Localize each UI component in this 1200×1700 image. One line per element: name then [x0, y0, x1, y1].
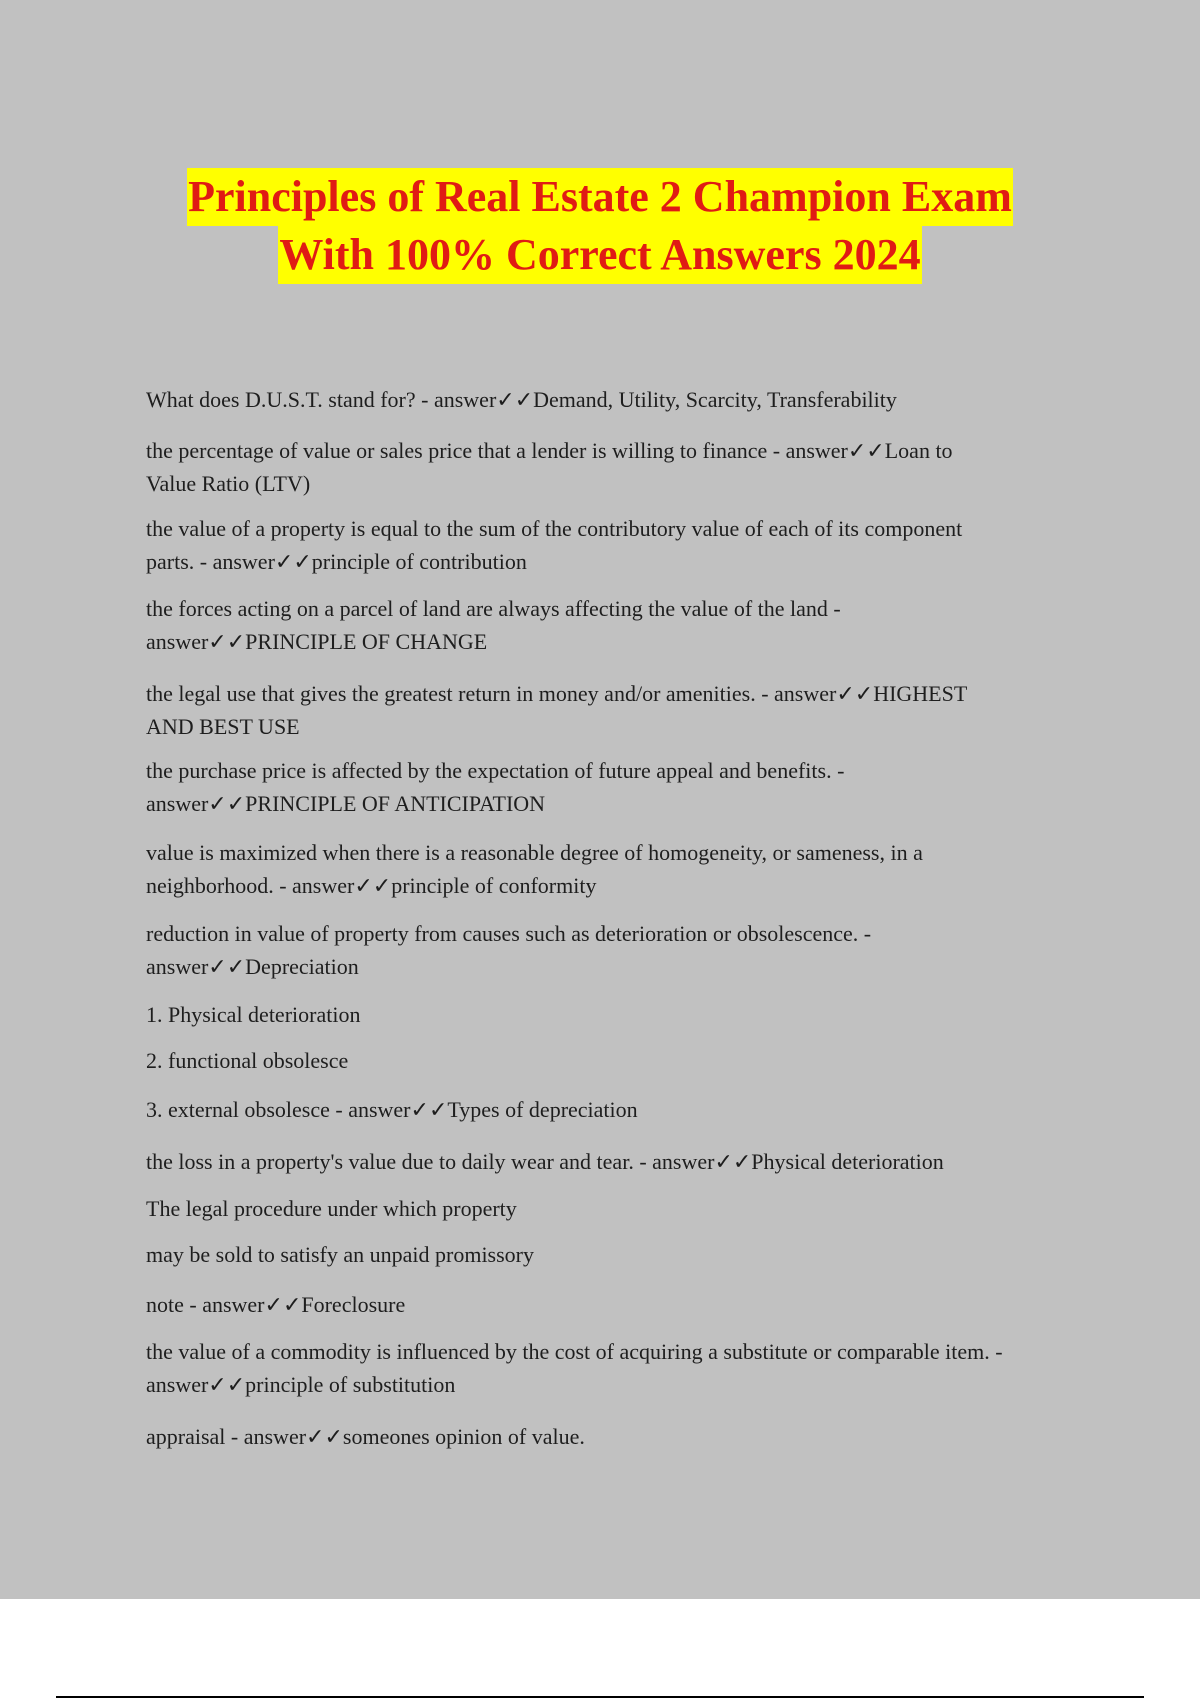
entry-line: the percentage of value or sales price that a lender is willing to finance - answer✓✓Loan to [146, 438, 953, 463]
qa-entry [146, 1420, 1096, 1453]
entry-line: 1. Physical deterioration [146, 1002, 361, 1027]
title-line-1: Principles of Real Estate 2 Champion Exam [187, 168, 1013, 226]
entry-line: the purchase price is affected by the expectation of future appeal and benefits. - [146, 758, 845, 783]
qa-entry [146, 1288, 1096, 1321]
entry-line: the legal use that gives the greatest return in money and/or amenities. - answer✓✓HIGHEST [146, 681, 968, 706]
qa-entry [146, 1192, 1096, 1225]
entry-line: The legal procedure under which property [146, 1196, 517, 1221]
entry-line: note - answer✓✓Foreclosure [146, 1292, 406, 1317]
entry-line: the value of a commodity is influenced by the cost of acquiring a substitute or comparable item. - [146, 1339, 1003, 1364]
entry-line: neighborhood. - answer✓✓principle of conformity [146, 873, 597, 898]
entry-line: answer✓✓PRINCIPLE OF CHANGE [146, 629, 488, 654]
document-title [0, 168, 1200, 284]
entry-line: answer✓✓Depreciation [146, 954, 359, 979]
qa-entry [146, 512, 1096, 578]
entry-line: answer✓✓PRINCIPLE OF ANTICIPATION [146, 791, 546, 816]
entry-line: Value Ratio (LTV) [146, 471, 311, 496]
qa-entry [146, 754, 1096, 820]
entry-line: 2. functional obsolesce [146, 1048, 349, 1073]
qa-entry [146, 836, 1096, 902]
qa-entry [146, 677, 1096, 743]
entry-line: reduction in value of property from causes such as deterioration or obsolescence. - [146, 921, 872, 946]
qa-entry [146, 1145, 1096, 1178]
qa-entry [146, 1238, 1096, 1271]
qa-entry [146, 998, 1096, 1031]
title-line-2: With 100% Correct Answers 2024 [278, 226, 921, 284]
qa-entry [146, 1335, 1096, 1401]
qa-entry [146, 917, 1096, 983]
entry-line: may be sold to satisfy an unpaid promissory [146, 1242, 535, 1267]
entry-line: parts. - answer✓✓principle of contribution [146, 549, 527, 574]
entry-line: AND BEST USE [146, 714, 300, 739]
qa-entry [146, 383, 1096, 416]
entry-line: What does D.U.S.T. stand for? - answer✓✓Demand, Utility, Scarcity, Transferability [146, 387, 897, 412]
entry-line: 3. external obsolesce - answer✓✓Types of depreciation [146, 1097, 638, 1122]
bottom-divider [56, 1696, 1144, 1698]
qa-entry [146, 1093, 1096, 1126]
entry-line: the forces acting on a parcel of land are always affecting the value of the land - [146, 596, 841, 621]
entry-line: appraisal - answer✓✓someones opinion of value. [146, 1424, 585, 1449]
qa-entry [146, 592, 1096, 658]
entry-line: answer✓✓principle of substitution [146, 1372, 456, 1397]
entry-line: the value of a property is equal to the sum of the contributory value of each of its component [146, 516, 963, 541]
qa-entry [146, 1044, 1096, 1077]
entry-line: the loss in a property's value due to daily wear and tear. - answer✓✓Physical deterioration [146, 1149, 944, 1174]
entry-line: value is maximized when there is a reasonable degree of homogeneity, or sameness, in a [146, 840, 923, 865]
qa-entry [146, 434, 1096, 500]
